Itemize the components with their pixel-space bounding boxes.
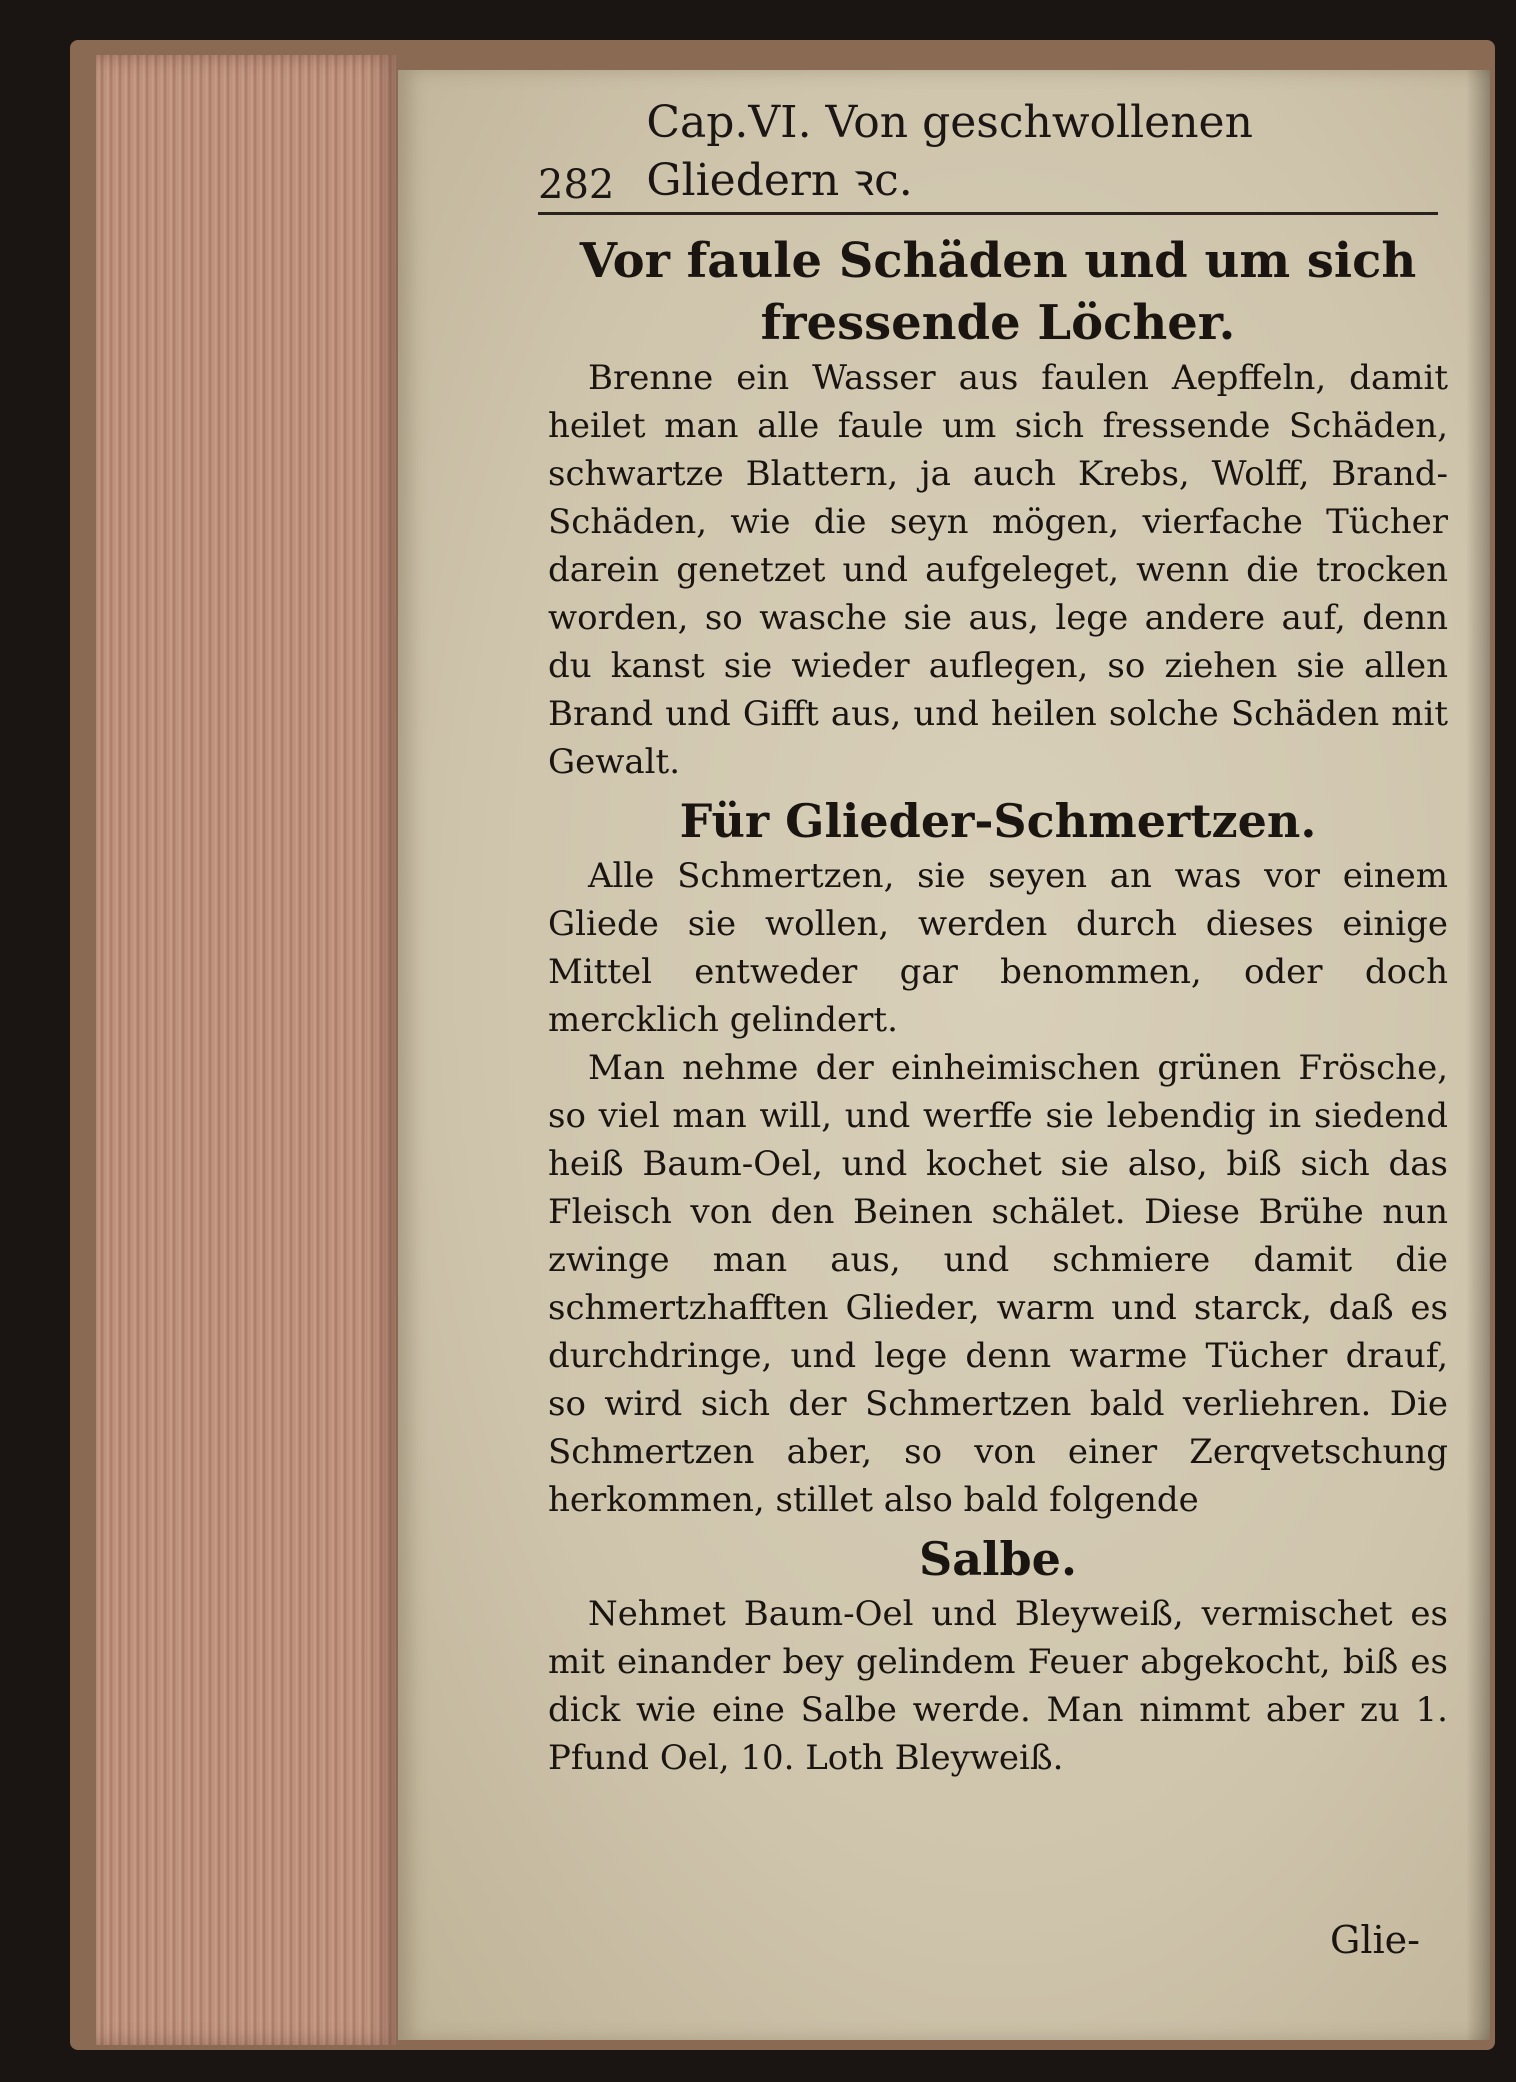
page-gutter-shadow [1466, 70, 1490, 2040]
header-rule [538, 212, 1438, 215]
running-header [538, 97, 1438, 208]
page-body [548, 230, 1448, 1782]
running-head-title: Cap.VI. Von geschwollenen Gliedern ꝛc. [646, 97, 1253, 206]
paragraph-salbe: Nehmet Baum-Oel und Bleyweiß, vermischet es mit einander bey gelindem Feuer abgekocht, biß es dick wie eine Salbe werde. Man nimmt aber zu 1. Pfund Oel, 10. Loth Bleyweiß. [548, 1594, 1448, 1778]
paragraph-glieder-1: Alle Schmertzen, sie seyen an was vor einem Gliede sie wollen, werden durch dieses einige Mittel entweder gar benommen, oder doch mercklich gelindert. [548, 856, 1448, 1040]
section-heading-salbe: Salbe. [919, 1532, 1077, 1586]
section-heading-glieder-schmertzen: Für Glieder-Schmertzen. [679, 794, 1317, 848]
page-number: 282 [538, 162, 615, 208]
page-edge-stack [96, 55, 396, 2045]
section-heading-faule-schaeden: Vor faule Schäden und um sich fressende Löcher. [579, 233, 1417, 351]
catchword: Glie- [1330, 1918, 1420, 1962]
book-page [398, 70, 1490, 2040]
paragraph-faule-schaeden: Brenne ein Wasser aus faulen Aepffeln, damit heilet man alle faule um sich fressende Schäden, schwartze Blattern, ja auch Krebs, Wolff, Brand-Schäden, wie die seyn mögen, vierfache Tücher darein genetzet und aufgeleget, wenn die trocken worden, so wasche sie aus, lege andere auf, denn du kanst sie wieder auflegen, so ziehen sie allen Brand und Gifft aus, und heilen solche Schäden mit Gewalt. [548, 358, 1448, 782]
paragraph-glieder-2: Man nehme der einheimischen grünen Frösche, so viel man will, und werffe sie lebendig in siedend heiß Baum-Oel, und kochet sie also, biß sich das Fleisch von den Beinen schälet. Diese Brühe nun zwinge man aus, und schmiere damit die schmertzhafften Glieder, warm und starck, daß es durchdringe, und lege denn warme Tücher drauf, so wird sich der Schmertzen bald verliehren. Die Schmertzen aber, so von einer Zerqvetschung herkommen, stillet also bald folgende [548, 1048, 1448, 1520]
